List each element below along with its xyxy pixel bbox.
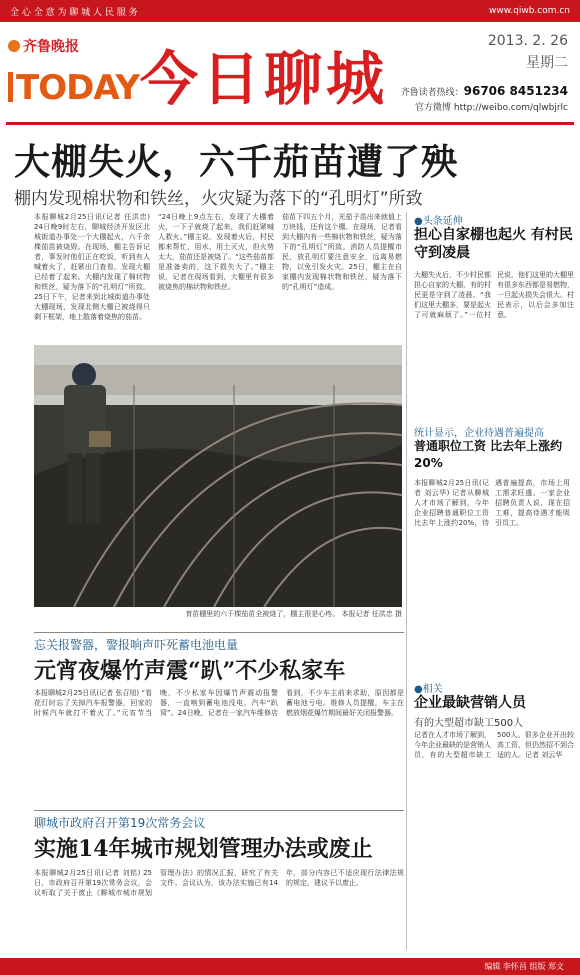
lead-column-3: 茄苗下四五个月，光茄子苗出来就值上万块钱，还有这个棚。在现场，记者看到大棚内有一些棉状物和铁丝，疑为落下的“孔明灯”所致。消防人员提醒市民，放孔明灯要注意安全，远离易燃物，以免引发火灾。25日，棚主在自家棚内发现棉状物和铁丝，疑为落下的“孔明灯”造成。	[282, 213, 402, 291]
story3-headline: 实施14年城市规划管理办法或废止	[34, 836, 373, 862]
reader-hotline: 齐鲁读者热线：96706 8451234 官方微博 http://weibo.com/qlwbjrlc	[401, 84, 568, 116]
lead-photo	[34, 345, 402, 607]
lead-column-2: “24日晚上9点左右，发现了大棚着火，一下子就烧了起来，我们赶紧喊人救火。”棚主说，发现着火后，村民都来帮忙，用水、用土灭火，但火势太大，茄苗还是被烧了。“这些茄苗都是准备卖的，这下损失大了。”棚主说，记者在现场看到，大棚里有很多被烧焦的棉状物和铁丝。	[158, 213, 274, 291]
lead-subheadline: 棚内发现棉状物和铁丝，火灾疑为落下的“孔明灯”所致	[14, 189, 423, 209]
column-divider	[406, 212, 407, 950]
weibo-link[interactable]: 官方微博 http://weibo.com/qlwbjrlc	[415, 103, 568, 113]
burned-greenhouse-image	[34, 345, 402, 607]
story2-headline: 元宵夜爆竹声震“趴”不少私家车	[34, 658, 346, 684]
slogan: 全 心 全 意 为 聊 城 人 民 服 务	[10, 7, 138, 18]
page-footer: 编辑 李怀昌 组版 郑文	[0, 958, 580, 975]
photo-caption: 育苗棚里的六千棵茄苗全被烧了，棚主很是心疼。 本报记者 任洪忠 摄	[185, 610, 402, 618]
sidebar-mid-title: 普通职位工资 比去年上涨约 20%	[414, 439, 563, 470]
today-bar-icon	[8, 72, 13, 102]
sidebar-top-body: 大棚失火后，不少村民都担心自家的大棚，有的村民更是守到了凌晨。“我们这里大棚多，要是起火了可就麻烦了。”一位村民说，他们这里的大棚里有很多东西都是易燃物，一旦起火损失会很大。村民表示，以后会多加注意。	[414, 271, 574, 319]
sidebar-mid-body: 本报聊城2月25日讯(记者 刘云华) 记者从聊城人才市场了解到，今年企业招聘普通职位工资比去年上涨约20%，待遇普遍提高，市场上用工需求旺盛。一家企业招聘负责人说，现在招工难，提高待遇才能吸引员工。	[414, 479, 570, 527]
story2-body: 本报聊城2月25日讯(记者 张召旭) “看花灯时忘了关掉汽车报警器，回家的时候汽车就打不着火了。”元宵节当晚，不少私家车因爆竹声震动报警器，一直响到蓄电池没电，汽车“趴窝”。24日晚，记者在一家汽车维修店看到，不少车主前来求助，原因都是蓄电池亏电。维修人员提醒，车主在燃放烟花爆竹期间最好关闭报警器。	[34, 689, 404, 717]
masthead	[0, 22, 580, 122]
lead-headline: 大棚失火，六千茄苗遭了殃	[14, 141, 459, 183]
sidebar-top-kicker: ●头条延伸	[414, 216, 463, 227]
website-url[interactable]: www.qiwb.com.cn	[489, 6, 570, 16]
issue-date: 2013. 2. 26 星期二	[487, 33, 568, 71]
story2-kicker: 忘关报警器，警报响声吓死蓄电池电量	[34, 638, 239, 652]
story2-divider	[34, 632, 404, 633]
sidebar-mid-box	[410, 420, 574, 618]
lead-column-1: 本报聊城2月25日讯(记者 任洪忠) 24日晚9时左右，聊城经济开发区北城街道办事处一个大棚起火，六千余棵茄苗被烧毁。在现场，棚主告诉记者，事发时他们正在吃饭，听到有人喊着火了，赶紧出门查看，发现大棚已经着了起来。大棚内发现了棉状物和铁丝，疑为落下的“孔明灯”所致。25日下午，记者来到北城街道办事处大棚现场，发现北侧大棚已被烧得只剩下框架，地上散落着烧焦的茄苗。	[34, 213, 150, 321]
header-divider	[6, 122, 574, 125]
story3-kicker: 聊城市政府召开第19次常务会议	[34, 816, 206, 830]
paper-logo-icon	[8, 40, 20, 52]
sidebar-low-kicker: ●相关	[414, 684, 443, 695]
today-logo: TODAY	[8, 68, 139, 108]
story3-body: 本报聊城2月25日讯(记者 刘铭) 25日，市政府召开第19次常务会议，会议听取了关于废止《聊城市城市规划管理办法》的情况汇报，研究了有关文件。会议认为，该办法实施已有14年，部分内容已不适应现行法律法规的规定，建议予以废止。	[34, 869, 404, 897]
sidebar-low-subtitle: 有的大型超市缺工500人	[414, 718, 524, 729]
story3-divider	[34, 810, 404, 811]
page-title: 今日聊城	[140, 45, 389, 113]
sidebar-low-body: 记者在人才市场了解到，今年企业最缺的是营销人员，有的大型超市缺工500人。很多企业开出较高工资，但仍然招不到合适的人。记者 刘云华	[414, 731, 574, 759]
sidebar-top-title: 担心自家棚也起火 有村民守到凌晨	[414, 227, 573, 261]
paper-logo: 齐鲁晚报	[8, 36, 79, 56]
top-banner	[0, 0, 580, 22]
sidebar-low-title: 企业最缺营销人员	[414, 695, 526, 711]
sidebar-mid-kicker: 统计显示，企业待遇普遍提高	[414, 428, 544, 439]
